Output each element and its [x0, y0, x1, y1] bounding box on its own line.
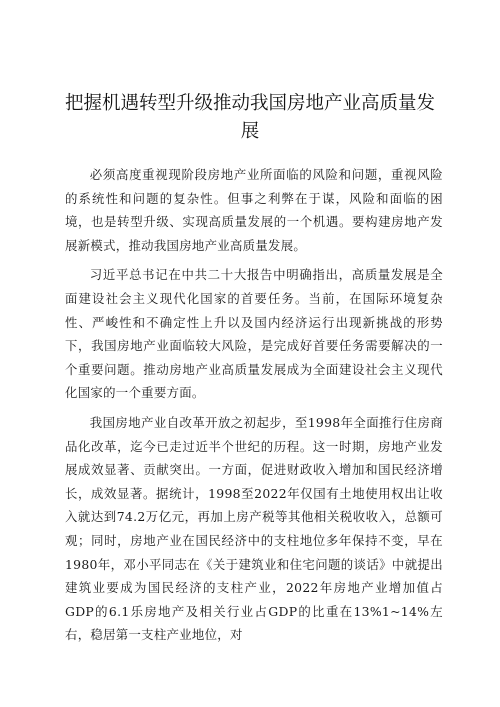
paragraph-2: 习近平总书记在中共二十大报告中明确指出，高质量发展是全面建设社会主义现代化国家的首要任务。当前，在国际环境复杂性、严峻性和不确定性上升以及国内经济运行出现新挑战的形势下，我国房地产业面临较大风险，是完成好首要任务需要解决的一个重要问题。推动房地产业高质量发展成为全面建设社会主义现代化国家的一个重要方面。 [65, 267, 443, 401]
paragraph-3: 我国房地产业自改革开放之初起步，至1998年全面推行住房商品化改革，迄今已走过近半个世纪的历程。这一时期，房地产业发展成效显著、贡献突出。一方面，促进财政收入增加和国民经济增长，成效显著。据统计，1998至2022年仅国有土地使用权出让收入就达到74.2万亿元，再加上房产税等其他相关税收收入，总额可观；同时，房地产业在国民经济中的支柱地位多年保持不变，早在1980年，邓小平同志在《关于建筑业和住宅问题的谈话》中就提出建筑业要成为国民经济的支柱产业，2022年房地产业增加值占GDP的6.1乐房地产及相关行业占GDP的比重在13%1~14%左右，稳居第一支柱产业地位，对 [65, 414, 443, 643]
document-title: 把握机遇转型升级推动我国房地产业高质量发展 [64, 93, 435, 142]
paragraph-1: 必须高度重视现阶段房地产业所面临的风险和问题，重视风险的系统性和问题的复杂性。但事之利弊在于谋，风险和面临的困境，也是转型升级、实现高质量发展的一个机遇。要构建房地产发展新模式，推动我国房地产业高质量发展。 [65, 167, 443, 253]
document-body [65, 163, 443, 653]
